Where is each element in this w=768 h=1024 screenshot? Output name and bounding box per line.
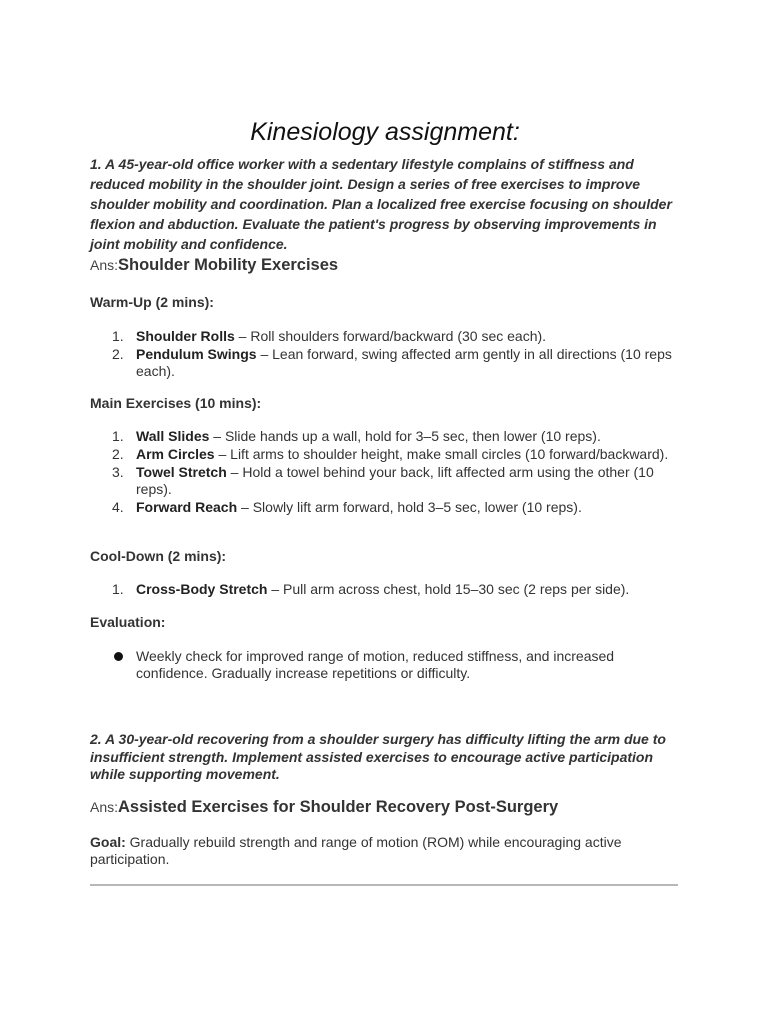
list-item: 1. Cross-Body Stretch – Pull arm across chest, hold 15–30 sec (2 reps per side). bbox=[112, 581, 630, 597]
exercise-name: Arm Circles bbox=[136, 446, 215, 462]
list-item: Weekly check for improved range of motion, reduced stiffness, and increased confidence. Gradually increase repetitions or difficulty. bbox=[90, 648, 680, 682]
list-item: 1. Wall Slides – Slide hands up a wall, hold for 3–5 sec, then lower (10 reps). bbox=[112, 428, 601, 444]
main-heading: Main Exercises (10 mins): bbox=[90, 395, 262, 411]
exercise-name: Cross-Body Stretch bbox=[136, 581, 268, 597]
question-2: 2. A 30-year-old recovering from a shoulder surgery has difficulty lifting the arm due to insufficient strength. Implement assisted exercises to encourage active participation while supporting movement. bbox=[90, 731, 666, 782]
exercise-name: Pendulum Swings bbox=[136, 346, 257, 362]
answer-prefix: Ans: bbox=[90, 257, 119, 273]
goal-paragraph bbox=[90, 834, 680, 868]
list-item: 2. Pendulum Swings – Lean forward, swing affected arm gently in all directions (10 reps each). bbox=[112, 346, 672, 379]
exercise-name: Towel Stretch bbox=[136, 464, 227, 480]
document-title: Kinesiology assignment: bbox=[250, 118, 520, 146]
answer-prefix: Ans: bbox=[90, 799, 119, 815]
question-1: 1. A 45-year-old office worker with a sedentary lifestyle complains of stiffness and reduced mobility in the shoulder joint. Design a series of free exercises to improve shoulder mobility and coordination. Plan a localized free exercise focusing on shoulder flexion and abduction. Evaluate the patient's progress by observing improvements in joint mobility and confidence. bbox=[90, 156, 672, 252]
cooldown-heading: Cool-Down (2 mins): bbox=[90, 548, 227, 564]
main-list bbox=[90, 428, 680, 517]
answer-1-heading: Shoulder Mobility Exercises bbox=[118, 256, 339, 274]
list-item: 4. Forward Reach – Slowly lift arm forward, hold 3–5 sec, lower (10 reps). bbox=[112, 499, 582, 515]
answer-1-line bbox=[90, 256, 338, 275]
goal-text: Gradually rebuild strength and range of motion (ROM) while encouraging active participation. bbox=[90, 834, 622, 867]
cooldown-list bbox=[90, 581, 680, 599]
answer-2-line bbox=[90, 798, 558, 817]
horizontal-divider bbox=[90, 884, 678, 886]
warmup-list bbox=[90, 328, 680, 381]
warmup-heading: Warm-Up (2 mins): bbox=[90, 294, 214, 310]
evaluation-heading: Evaluation: bbox=[90, 614, 166, 630]
list-item: 2. Arm Circles – Lift arms to shoulder height, make small circles (10 forward/backward). bbox=[112, 446, 669, 462]
answer-2-heading: Assisted Exercises for Shoulder Recovery Post-Surgery bbox=[118, 798, 559, 816]
exercise-name: Forward Reach bbox=[136, 499, 238, 515]
exercise-name: Wall Slides bbox=[136, 428, 210, 444]
goal-label: Goal: bbox=[90, 834, 126, 850]
evaluation-list bbox=[90, 648, 680, 683]
list-item: 3. Towel Stretch – Hold a towel behind your back, lift affected arm using the other (10 reps). bbox=[112, 464, 654, 497]
exercise-name: Shoulder Rolls bbox=[136, 328, 235, 344]
bullet-icon bbox=[114, 652, 123, 661]
list-item: 1. Shoulder Rolls – Roll shoulders forward/backward (30 sec each). bbox=[112, 328, 547, 344]
